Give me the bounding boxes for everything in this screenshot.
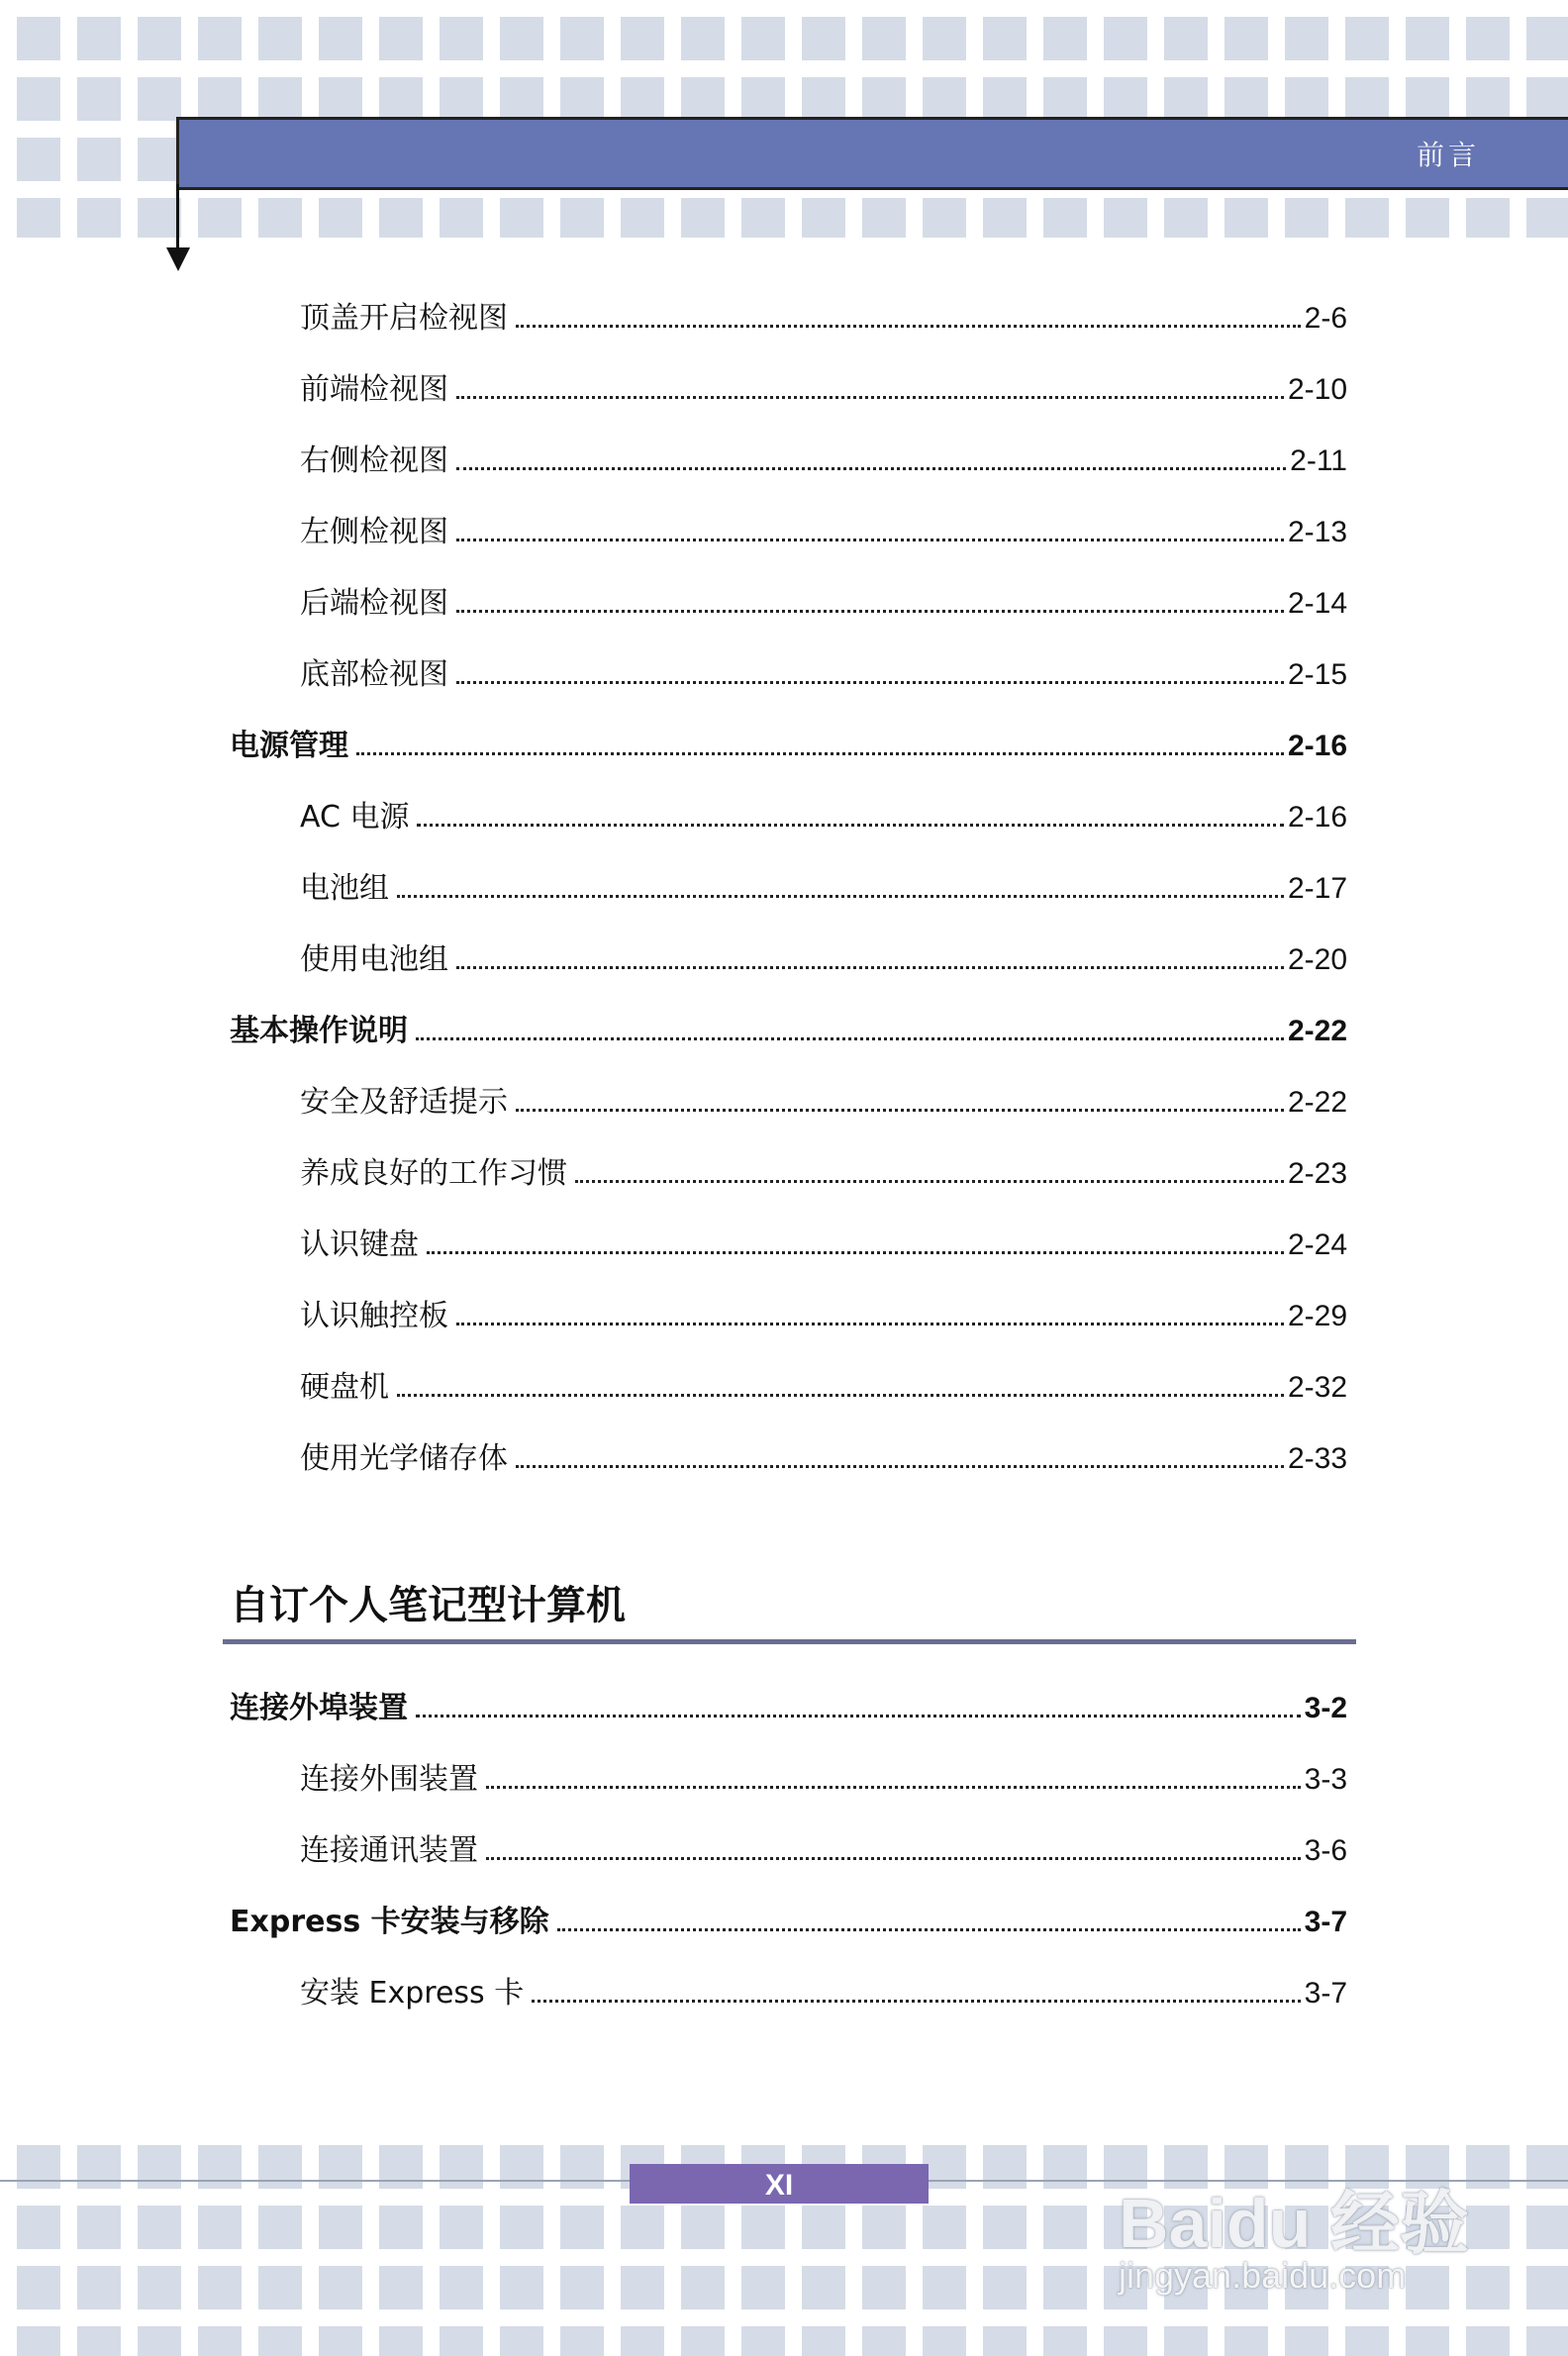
toc-entry[interactable] [300,1974,1347,2013]
toc-entry-page: 2-24 [1287,1228,1347,1261]
toc-entry-label: 电源管理 [230,729,348,763]
toc-dot-leader [417,800,1283,827]
toc-entry-label: 右侧检视图 [300,443,448,478]
watermark-brand: Baidu 经验 [1119,2185,1469,2262]
arrow-down-icon [166,247,190,271]
toc-entry[interactable] [300,1154,1347,1194]
toc-entry-page: 2-13 [1287,516,1347,548]
toc-dot-leader [456,372,1284,399]
toc-entry-label: 连接外埠装置 [230,1691,408,1725]
toc-entry-page: 2-6 [1304,302,1347,335]
toc-entry-page: 2-20 [1287,943,1347,976]
toc-entry-label: 连接外围装置 [300,1762,478,1797]
toc-entry-page: 2-10 [1287,373,1347,406]
toc-entry-page: 2-22 [1287,1015,1347,1047]
toc-entry[interactable] [300,370,1347,410]
toc-dot-leader [516,1441,1284,1468]
toc-entry[interactable] [230,727,1347,766]
toc-entry-page: 2-23 [1287,1157,1347,1190]
toc-entry-page: 2-16 [1287,801,1347,834]
toc-entry[interactable] [230,1689,1347,1728]
toc-dot-leader [397,871,1284,898]
toc-entry[interactable] [300,584,1347,624]
toc-entry[interactable] [230,1903,1347,1942]
header-title: 前言 [1416,139,1480,171]
toc-dot-leader [532,1976,1300,2003]
section-divider [223,1639,1356,1644]
toc-entry[interactable] [230,1012,1347,1051]
toc-dot-leader [486,1762,1301,1789]
toc-entry-page: 3-3 [1304,1763,1347,1796]
toc-entry-page: 3-6 [1304,1834,1347,1867]
toc-entry-label: AC 电源 [300,800,410,834]
toc-dot-leader [516,1085,1284,1112]
toc-entry-label: 前端检视图 [300,372,448,407]
toc-entry-label: 基本操作说明 [230,1014,408,1048]
toc-entry[interactable] [300,798,1347,837]
toc-entry-page: 3-7 [1304,1977,1347,2010]
toc-entry-label: 左侧检视图 [300,515,448,549]
toc-entry-label: 使用电池组 [300,942,448,977]
toc-entry[interactable] [300,655,1347,695]
toc-dot-leader [456,1299,1284,1325]
toc-dot-leader [456,657,1284,684]
toc-dot-leader [416,1014,1284,1040]
toc-entry[interactable] [300,513,1347,552]
toc-entry[interactable] [300,1297,1347,1336]
toc-entry-page: 2-22 [1287,1086,1347,1119]
toc-entry-page: 2-14 [1287,587,1347,620]
toc-dot-leader [486,1833,1301,1860]
toc-dot-leader [356,729,1284,755]
watermark-url: jingyan.baidu.com [1119,2255,1407,2296]
toc-entry-label: 认识键盘 [300,1227,419,1262]
toc-entry-page: 2-17 [1287,872,1347,905]
toc-dot-leader [456,586,1284,613]
toc-entry-label: Express 卡安装与移除 [230,1905,549,1939]
toc-entry-page: 3-2 [1304,1692,1347,1724]
toc-entry[interactable] [300,1760,1347,1800]
arrow-indicator-line [176,184,179,253]
toc-entry-label: 电池组 [300,871,389,906]
toc-entry[interactable] [300,1226,1347,1265]
toc-entry-label: 顶盖开启检视图 [300,301,508,336]
toc-entry[interactable] [300,299,1347,339]
toc-entry-label: 安装 Express 卡 [300,1976,525,2011]
toc-dot-leader [456,443,1286,470]
header-band [176,117,1568,190]
watermark-logo [1109,2128,1544,2307]
toc-entry-page: 2-16 [1287,730,1347,762]
toc-entry-page: 2-15 [1287,658,1347,691]
toc-entry-label: 使用光学储存体 [300,1441,508,1476]
toc-entry-label: 硬盘机 [300,1370,389,1405]
toc-dot-leader [456,515,1284,541]
toc-entry-label: 养成良好的工作习惯 [300,1156,567,1191]
toc-dot-leader [397,1370,1284,1397]
toc-entry-label: 底部检视图 [300,657,448,692]
toc-entry-page: 2-32 [1287,1371,1347,1404]
toc-entry[interactable] [300,940,1347,980]
toc-entry-page: 2-29 [1287,1300,1347,1332]
toc-entry[interactable] [300,1083,1347,1123]
toc-dot-leader [516,301,1301,328]
toc-entry-page: 2-33 [1287,1442,1347,1475]
toc-dot-leader [427,1227,1284,1254]
toc-dot-leader [575,1156,1284,1183]
toc-dot-leader [456,942,1284,969]
toc-entry-page: 3-7 [1304,1906,1347,1938]
toc-entry-label: 认识触控板 [300,1299,448,1333]
toc-entry[interactable] [300,1368,1347,1408]
toc-entry-page: 2-11 [1290,444,1347,477]
toc-dot-leader [416,1691,1301,1718]
toc-dot-leader [557,1905,1301,1931]
toc-entry[interactable] [300,1439,1347,1479]
toc-entry[interactable] [300,442,1347,481]
toc-entry[interactable] [300,869,1347,909]
toc-entry-label: 连接通讯装置 [300,1833,478,1868]
toc-entry[interactable] [300,1831,1347,1871]
section-heading: 自订个人笔记型计算机 [230,1583,626,1628]
toc-entry-label: 后端检视图 [300,586,448,621]
toc-entry-label: 安全及舒适提示 [300,1085,508,1120]
page-number: XI [630,2164,929,2204]
